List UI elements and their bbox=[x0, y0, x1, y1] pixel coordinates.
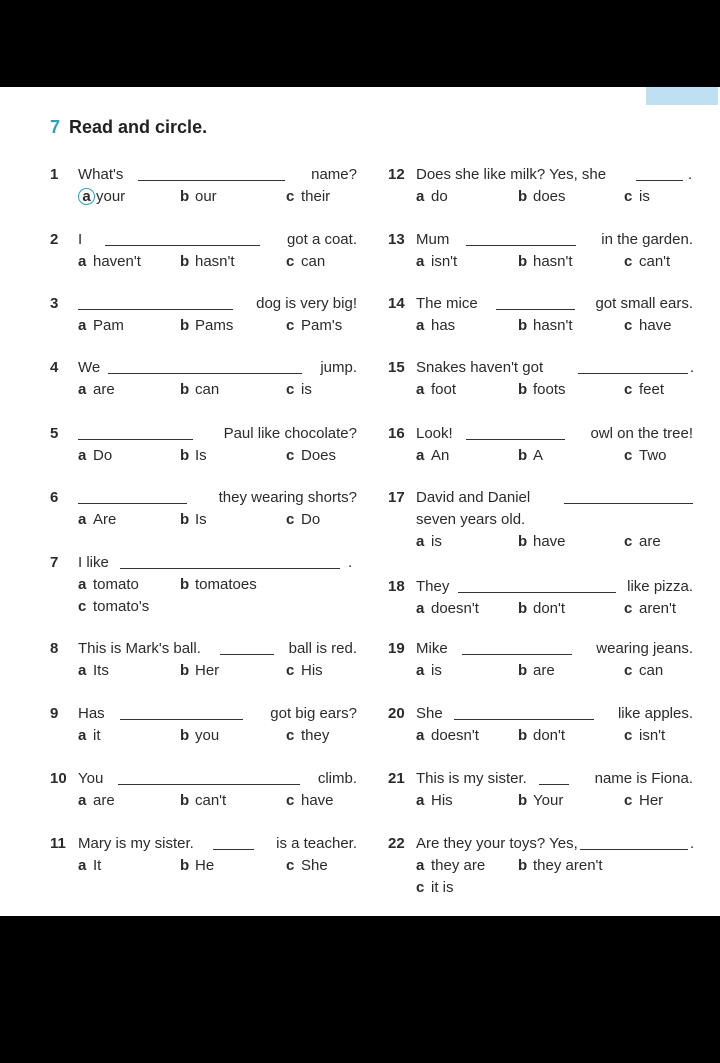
options-row bbox=[388, 251, 693, 273]
question-stem-row bbox=[388, 833, 693, 855]
stem-suffix: like apples. bbox=[617, 705, 693, 722]
option-letter: a bbox=[78, 447, 87, 464]
worksheet-page bbox=[0, 87, 720, 916]
stem-suffix: got a coat. bbox=[286, 231, 357, 248]
options-row bbox=[388, 379, 693, 401]
options-row bbox=[388, 315, 693, 337]
option-letter: c bbox=[624, 792, 633, 809]
option-text: It bbox=[93, 857, 102, 874]
options-row bbox=[50, 660, 357, 682]
question-number: 16 bbox=[388, 425, 405, 442]
question-number: 11 bbox=[50, 835, 66, 852]
options-row bbox=[50, 725, 357, 747]
option-letter: c bbox=[286, 317, 295, 334]
option-letter: c bbox=[624, 727, 633, 744]
options-row bbox=[388, 186, 693, 208]
option-letter: a bbox=[416, 253, 425, 270]
option-text: Pams bbox=[195, 317, 234, 334]
question-stem-row bbox=[50, 164, 357, 186]
option-text: it bbox=[93, 727, 101, 744]
option-text: foot bbox=[431, 381, 457, 398]
answer-blank[interactable] bbox=[454, 719, 594, 720]
stem-prefix: Are they your toys? Yes, bbox=[416, 835, 578, 852]
question-9 bbox=[50, 703, 357, 747]
stem-prefix: I like bbox=[78, 554, 109, 571]
exercise-title-text: Read and circle. bbox=[69, 117, 208, 137]
options-row bbox=[388, 598, 693, 620]
option-text: are bbox=[533, 662, 555, 679]
option-text: is bbox=[431, 533, 442, 550]
question-number: 9 bbox=[50, 705, 59, 722]
option-letter: a bbox=[78, 188, 95, 205]
stem-line-2: seven years old. bbox=[416, 511, 526, 528]
option-letter: c bbox=[624, 600, 633, 617]
options-row bbox=[50, 596, 357, 618]
options-row bbox=[50, 574, 357, 596]
option-text: aren't bbox=[639, 600, 677, 617]
option-letter: b bbox=[180, 253, 190, 270]
answer-blank[interactable] bbox=[539, 784, 569, 785]
option-text: is bbox=[301, 381, 312, 398]
option-letter: b bbox=[518, 317, 528, 334]
question-stem-row bbox=[388, 229, 693, 251]
question-stem-row bbox=[388, 293, 693, 315]
stem-suffix: like pizza. bbox=[627, 578, 693, 595]
options-row bbox=[50, 855, 357, 877]
question-number: 8 bbox=[50, 640, 59, 657]
question-21 bbox=[388, 768, 693, 812]
option-letter: b bbox=[518, 600, 528, 617]
question-1 bbox=[50, 164, 357, 208]
question-stem-row bbox=[388, 576, 693, 598]
stem-prefix: Has bbox=[78, 705, 105, 722]
answer-blank[interactable] bbox=[78, 439, 193, 440]
stem-suffix: jump. bbox=[320, 359, 357, 376]
option-letter: a bbox=[416, 857, 425, 874]
question-2 bbox=[50, 229, 357, 273]
question-20 bbox=[388, 703, 693, 747]
option-letter: c bbox=[624, 253, 633, 270]
answer-blank[interactable] bbox=[118, 784, 300, 785]
question-19 bbox=[388, 638, 693, 682]
question-stem-row bbox=[50, 552, 357, 574]
option-text: doesn't bbox=[431, 727, 479, 744]
question-number: 12 bbox=[388, 166, 405, 183]
question-7 bbox=[50, 552, 357, 618]
option-text: is bbox=[639, 188, 650, 205]
option-letter: a bbox=[416, 792, 425, 809]
options-row bbox=[50, 251, 357, 273]
question-stem-row bbox=[50, 703, 357, 725]
option-text: our bbox=[195, 188, 217, 205]
stem-suffix: wearing jeans. bbox=[596, 640, 693, 657]
option-letter: a bbox=[416, 533, 425, 550]
option-text: Do bbox=[93, 447, 113, 464]
answer-blank[interactable] bbox=[564, 503, 693, 504]
stem-prefix: Snakes haven't got bbox=[416, 359, 544, 376]
option-text: hasn't bbox=[195, 253, 235, 270]
option-text: don't bbox=[533, 727, 566, 744]
question-number: 22 bbox=[388, 835, 405, 852]
question-number: 10 bbox=[50, 770, 67, 787]
stem-prefix: Mum bbox=[416, 231, 450, 248]
stem-suffix: owl on the tree! bbox=[590, 425, 693, 442]
stem-suffix: dog is very big! bbox=[256, 295, 357, 312]
answer-blank[interactable] bbox=[466, 439, 565, 440]
option-text: is bbox=[431, 662, 442, 679]
exercise-title bbox=[50, 117, 207, 138]
stem-prefix: Does she like milk? Yes, she bbox=[416, 166, 607, 183]
option-letter: c bbox=[624, 317, 633, 334]
option-text: don't bbox=[533, 600, 566, 617]
option-text: they are bbox=[431, 857, 486, 874]
answer-blank[interactable] bbox=[138, 180, 285, 181]
option-text: feet bbox=[639, 381, 665, 398]
option-letter: c bbox=[286, 662, 295, 679]
option-letter: a bbox=[78, 253, 87, 270]
stem-suffix: ball is red. bbox=[288, 640, 357, 657]
option-text: Pam bbox=[93, 317, 124, 334]
option-text: hasn't bbox=[533, 253, 573, 270]
option-letter: b bbox=[518, 253, 528, 270]
exercise-number: 7 bbox=[50, 117, 61, 137]
option-letter: c bbox=[286, 792, 295, 809]
option-letter: a bbox=[78, 792, 87, 809]
option-letter: c bbox=[78, 598, 87, 615]
option-letter: b bbox=[518, 533, 528, 550]
stem-suffix: name is Fiona. bbox=[594, 770, 693, 787]
option-letter: b bbox=[180, 727, 190, 744]
option-text: have bbox=[301, 792, 334, 809]
option-letter: a bbox=[416, 317, 425, 334]
option-letter: a bbox=[416, 381, 425, 398]
option-letter: c bbox=[624, 447, 633, 464]
question-16 bbox=[388, 423, 693, 467]
option-letter: a bbox=[78, 857, 87, 874]
answer-blank[interactable] bbox=[78, 309, 233, 310]
question-17 bbox=[388, 487, 693, 553]
question-stem-row bbox=[388, 487, 693, 509]
stem-suffix: climb. bbox=[317, 770, 357, 787]
option-text: She bbox=[301, 857, 328, 874]
question-stem-row bbox=[50, 638, 357, 660]
option-text: can't bbox=[195, 792, 227, 809]
answer-blank[interactable] bbox=[458, 592, 616, 593]
answer-blank[interactable] bbox=[120, 719, 243, 720]
answer-blank[interactable] bbox=[108, 373, 302, 374]
stem-prefix: You bbox=[78, 770, 104, 787]
question-stem-continued bbox=[388, 509, 693, 531]
answer-blank[interactable] bbox=[105, 245, 260, 246]
question-8 bbox=[50, 638, 357, 682]
option-text: Two bbox=[639, 447, 667, 464]
option-text: can't bbox=[639, 253, 671, 270]
option-text: are bbox=[93, 792, 115, 809]
option-letter: a bbox=[416, 662, 425, 679]
question-number: 13 bbox=[388, 231, 405, 248]
question-number: 21 bbox=[388, 770, 405, 787]
question-6 bbox=[50, 487, 357, 531]
option-text: do bbox=[431, 188, 448, 205]
question-stem-row bbox=[388, 164, 693, 186]
option-letter: c bbox=[624, 381, 633, 398]
stem-prefix: Mike bbox=[416, 640, 448, 657]
answer-blank[interactable] bbox=[120, 568, 340, 569]
stem-suffix: got big ears? bbox=[270, 705, 357, 722]
question-4 bbox=[50, 357, 357, 401]
stem-suffix: . bbox=[688, 166, 693, 183]
option-text: Its bbox=[93, 662, 109, 679]
option-letter: b bbox=[518, 727, 528, 744]
question-number: 17 bbox=[388, 489, 405, 506]
stem-prefix: This is my sister. bbox=[416, 770, 527, 787]
option-text: Her bbox=[195, 662, 220, 679]
question-11 bbox=[50, 833, 357, 877]
option-letter: b bbox=[518, 857, 528, 874]
option-text: have bbox=[533, 533, 566, 550]
question-15 bbox=[388, 357, 693, 401]
option-text: can bbox=[301, 253, 326, 270]
option-text: isn't bbox=[639, 727, 666, 744]
option-letter: c bbox=[286, 188, 295, 205]
option-text: Pam's bbox=[301, 317, 343, 334]
stem-suffix: is a teacher. bbox=[276, 835, 357, 852]
option-letter: b bbox=[518, 381, 528, 398]
option-letter: a bbox=[416, 447, 425, 464]
question-stem-row bbox=[50, 768, 357, 790]
question-18 bbox=[388, 576, 693, 620]
option-text: Is bbox=[195, 447, 207, 464]
options-row bbox=[388, 790, 693, 812]
option-letter: b bbox=[180, 576, 190, 593]
option-text: tomatoes bbox=[195, 576, 257, 593]
option-text: their bbox=[301, 188, 331, 205]
option-letter: a bbox=[78, 576, 87, 593]
corner-tab bbox=[646, 87, 718, 105]
option-text: your bbox=[96, 188, 126, 205]
answer-blank[interactable] bbox=[78, 503, 187, 504]
option-letter: b bbox=[180, 317, 190, 334]
option-text: hasn't bbox=[533, 317, 573, 334]
question-number: 15 bbox=[388, 359, 405, 376]
question-5 bbox=[50, 423, 357, 467]
option-letter: a bbox=[78, 381, 87, 398]
question-10 bbox=[50, 768, 357, 812]
option-letter: b bbox=[518, 792, 528, 809]
answer-blank[interactable] bbox=[580, 849, 688, 850]
option-letter: c bbox=[286, 857, 295, 874]
option-letter: a bbox=[416, 727, 425, 744]
option-letter: c bbox=[624, 533, 633, 550]
stem-prefix: What's bbox=[78, 166, 124, 183]
question-stem-row bbox=[388, 423, 693, 445]
answer-blank[interactable] bbox=[636, 180, 683, 181]
option-letter: a bbox=[78, 662, 87, 679]
question-stem-row bbox=[50, 293, 357, 315]
option-text: are bbox=[93, 381, 115, 398]
option-text: they aren't bbox=[533, 857, 603, 874]
stem-suffix: . bbox=[690, 359, 695, 376]
option-letter: a bbox=[78, 511, 87, 528]
question-22 bbox=[388, 833, 693, 899]
option-letter: c bbox=[286, 511, 295, 528]
option-text: they bbox=[301, 727, 330, 744]
option-text: He bbox=[195, 857, 215, 874]
stem-prefix: I bbox=[78, 231, 83, 248]
answer-blank[interactable] bbox=[213, 849, 254, 850]
options-row bbox=[388, 855, 693, 877]
stem-suffix: in the garden. bbox=[601, 231, 693, 248]
question-number: 14 bbox=[388, 295, 405, 312]
stem-suffix: Paul like chocolate? bbox=[223, 425, 357, 442]
question-3 bbox=[50, 293, 357, 337]
option-text: Does bbox=[301, 447, 337, 464]
options-row bbox=[388, 445, 693, 467]
option-letter: b bbox=[180, 662, 190, 679]
option-text: His bbox=[431, 792, 453, 809]
options-row bbox=[50, 315, 357, 337]
option-text: A bbox=[533, 447, 544, 464]
question-number: 5 bbox=[50, 425, 59, 442]
option-text: isn't bbox=[431, 253, 458, 270]
question-stem-row bbox=[50, 423, 357, 445]
option-letter: c bbox=[624, 188, 633, 205]
option-text: tomato bbox=[93, 576, 139, 593]
answer-blank[interactable] bbox=[496, 309, 575, 310]
option-letter: b bbox=[180, 792, 190, 809]
options-row bbox=[50, 509, 357, 531]
question-stem-row bbox=[388, 638, 693, 660]
option-letter: b bbox=[518, 447, 528, 464]
option-text: foots bbox=[533, 381, 566, 398]
question-stem-row bbox=[50, 833, 357, 855]
answer-blank[interactable] bbox=[578, 373, 688, 374]
answer-blank[interactable] bbox=[466, 245, 576, 246]
stem-prefix: Look! bbox=[416, 425, 453, 442]
question-number: 3 bbox=[50, 295, 59, 312]
option-text: you bbox=[195, 727, 220, 744]
option-text: are bbox=[639, 533, 661, 550]
question-stem-row bbox=[50, 229, 357, 251]
option-letter: b bbox=[518, 188, 528, 205]
question-number: 7 bbox=[50, 554, 59, 571]
question-stem-row bbox=[50, 357, 357, 379]
option-text: Your bbox=[533, 792, 564, 809]
question-stem-row bbox=[388, 768, 693, 790]
stem-suffix: got small ears. bbox=[595, 295, 693, 312]
stem-prefix: David and Daniel bbox=[416, 489, 531, 506]
options-row bbox=[50, 186, 357, 208]
option-letter: c bbox=[286, 253, 295, 270]
options-row bbox=[388, 725, 693, 747]
stem-prefix: They bbox=[416, 578, 450, 595]
question-number: 1 bbox=[50, 166, 59, 183]
option-letter: a bbox=[78, 727, 87, 744]
option-text: can bbox=[639, 662, 664, 679]
question-14 bbox=[388, 293, 693, 337]
option-text: tomato's bbox=[93, 598, 150, 615]
option-letter: c bbox=[286, 447, 295, 464]
options-row bbox=[50, 379, 357, 401]
question-stem-row bbox=[50, 487, 357, 509]
option-letter: a bbox=[416, 600, 425, 617]
stem-suffix: they wearing shorts? bbox=[218, 489, 357, 506]
question-stem-row bbox=[388, 703, 693, 725]
stem-suffix: . bbox=[348, 554, 353, 571]
question-13 bbox=[388, 229, 693, 273]
question-number: 19 bbox=[388, 640, 405, 657]
stem-prefix: This is Mark's ball. bbox=[78, 640, 201, 657]
question-number: 20 bbox=[388, 705, 405, 722]
option-letter: b bbox=[180, 188, 190, 205]
option-text: An bbox=[431, 447, 450, 464]
option-text: Do bbox=[301, 511, 321, 528]
option-letter: b bbox=[180, 857, 190, 874]
options-row bbox=[388, 660, 693, 682]
answer-blank[interactable] bbox=[220, 654, 274, 655]
option-text: Are bbox=[93, 511, 117, 528]
option-text: does bbox=[533, 188, 566, 205]
question-number: 4 bbox=[50, 359, 59, 376]
option-letter: c bbox=[624, 662, 633, 679]
option-text: haven't bbox=[93, 253, 141, 270]
options-row bbox=[388, 877, 693, 899]
option-text: His bbox=[301, 662, 323, 679]
option-letter: a bbox=[78, 317, 87, 334]
option-letter: c bbox=[286, 727, 295, 744]
option-letter: c bbox=[416, 879, 425, 896]
stem-prefix: The mice bbox=[416, 295, 478, 312]
question-number: 2 bbox=[50, 231, 59, 248]
options-row bbox=[50, 445, 357, 467]
option-text: have bbox=[639, 317, 672, 334]
question-number: 18 bbox=[388, 578, 405, 595]
option-letter: b bbox=[180, 381, 190, 398]
answer-blank[interactable] bbox=[462, 654, 572, 655]
question-12 bbox=[388, 164, 693, 208]
stem-suffix: . bbox=[690, 835, 695, 852]
option-text: Is bbox=[195, 511, 207, 528]
option-text: Her bbox=[639, 792, 664, 809]
options-row bbox=[388, 531, 693, 553]
options-row bbox=[50, 790, 357, 812]
option-letter: b bbox=[518, 662, 528, 679]
option-text: has bbox=[431, 317, 456, 334]
question-number: 6 bbox=[50, 489, 59, 506]
option-text: it is bbox=[431, 879, 454, 896]
question-stem-row bbox=[388, 357, 693, 379]
option-letter: b bbox=[180, 447, 190, 464]
option-text: doesn't bbox=[431, 600, 479, 617]
stem-suffix: name? bbox=[311, 166, 357, 183]
option-letter: a bbox=[416, 188, 425, 205]
stem-prefix: Mary is my sister. bbox=[78, 835, 194, 852]
stem-prefix: We bbox=[78, 359, 101, 376]
option-letter: b bbox=[180, 511, 190, 528]
option-letter: c bbox=[286, 381, 295, 398]
option-text: can bbox=[195, 381, 220, 398]
stem-prefix: She bbox=[416, 705, 443, 722]
